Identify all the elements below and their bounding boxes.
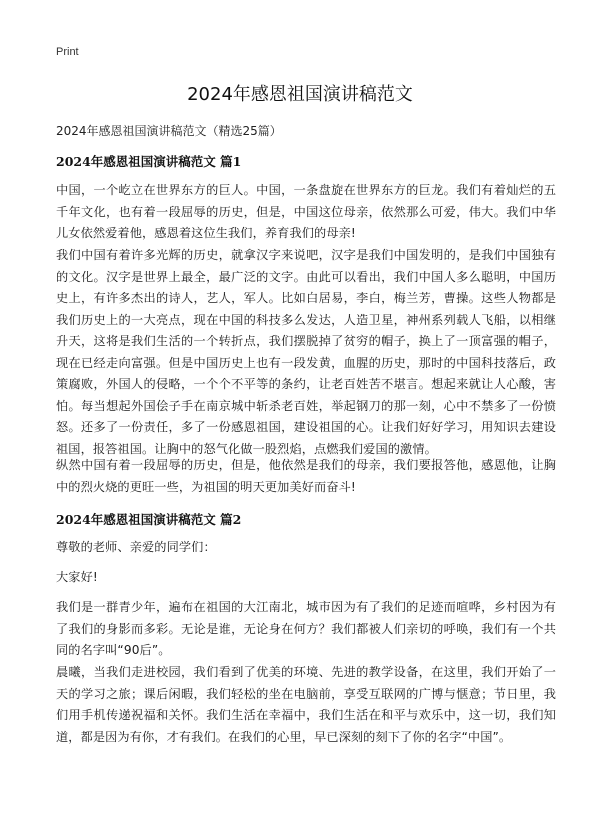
document-title: 2024年感恩祖国演讲稿范文 xyxy=(187,84,413,105)
section-1-paragraph-1: 中国，一个屹立在世界东方的巨人。中国，一条盘旋在世界东方的巨龙。我们有着灿烂的五千年文化，也有着一段屈辱的历史，但是，中国这位母亲，依然那么可爱，伟大。我们中华儿女依然爱着他，感恩着这位生我们，养育我们的母亲! xyxy=(56,183,556,240)
document-subtitle: 2024年感恩祖国演讲稿范文（精选25篇） xyxy=(56,124,282,138)
section-1-paragraph-2: 我们中国有着许多光辉的历史，就拿汉字来说吧，汉字是我们中国发明的，是我们中国独有的文化。汉字是世界上最全，最广泛的文字。由此可以看出，我们中国人多么聪明，中国历史上，有许多杰出的诗人，艺人，军人。比如白居易，李白，梅兰芳，曹操。这些人物都是我们历史上的一大亮点，现在中国的科技多么发达，人造卫星，神州系列载人飞船，以相继升天，这将是我们生活的一个转折点，我们摆脱掉了贫穷的帽子，换上了一顶富强的帽子，现在已经走向富强。但是中国历史上也有一段发黄，血腥的历史，那时的中国科技落后，政策腐败，外国人的侵略，一个个不平等的条约，让老百姓苦不堪言。想起来就让人心酸，害怕。每当想起外国侩子手在南京城中斩杀老百姓，举起钢刀的那一刻，心中不禁多了一份愤怒。还多了一份责任，多了一份感恩祖国，建设祖国的心。让我们好好学习，用知识去建设祖国，报答祖国。让胸中的怒气化做一股烈焰，点燃我们爱国的激情。 xyxy=(56,248,556,456)
section-2-greeting: 大家好! xyxy=(56,570,98,584)
print-link[interactable]: Print xyxy=(56,46,79,58)
section-heading-1: 2024年感恩祖国演讲稿范文 篇1 xyxy=(56,154,242,169)
section-2-paragraph-2: 晨曦，当我们走进校园，我们看到了优美的环境、先进的教学设备，在这里，我们开始了一天的学习之旅；课后闲暇，我们轻松的坐在电脑前，享受互联网的广博与惬意；节日里，我们用手机传递祝福和关怀。我们生活在幸福中，我们生活在和平与欢乐中，这一切，我们知道，都是因为有你，才有我们。在我们的心里，早已深刻的刻下了你的名字“中国”。 xyxy=(56,665,556,744)
section-2-paragraph-1: 我们是一群青少年，遍布在祖国的大江南北，城市因为有了我们的足迹而喧哗，乡村因为有了我们的身影而多彩。无论是谁，无论身在何方？我们都被人们亲切的呼唤，我们有一个共同的名字叫“90后”。 xyxy=(56,600,556,657)
section-2-salutation: 尊敬的老师、亲爱的同学们： xyxy=(56,540,216,554)
section-1-paragraph-3: 纵然中国有着一段屈辱的历史，但是，他依然是我们的母亲，我们要报答他，感恩他，让胸中的烈火烧的更旺一些，为祖国的明天更加美好而奋斗! xyxy=(56,458,556,494)
section-heading-2: 2024年感恩祖国演讲稿范文 篇2 xyxy=(56,512,242,527)
